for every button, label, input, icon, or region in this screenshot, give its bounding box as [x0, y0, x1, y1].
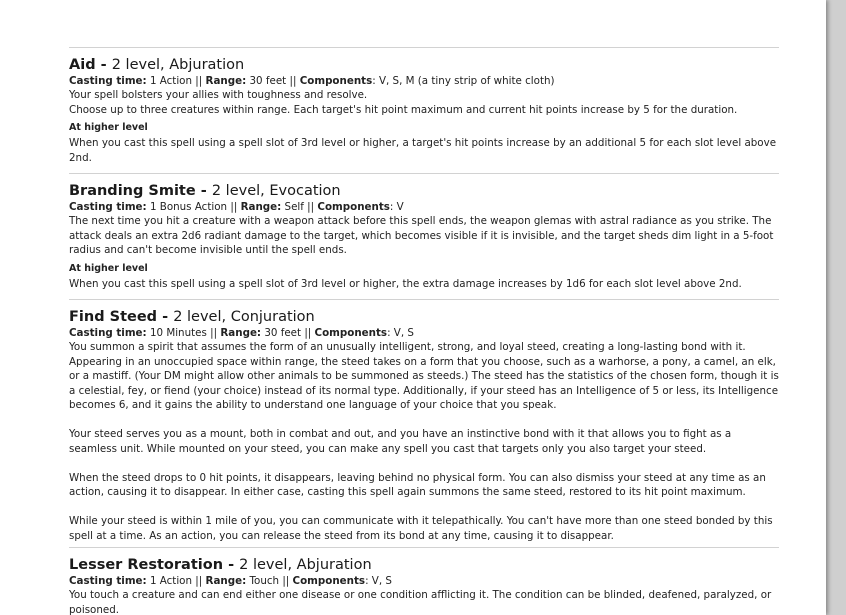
spell-title: [69, 308, 779, 326]
higher-level-text: When you cast this spell using a spell slot of 3rd level or higher, a target's hit points increase by an additional 5 for each slot level above 2nd.: [69, 137, 777, 164]
casting-time-value: 1 Action: [149, 575, 193, 587]
meta-separator: ||: [227, 201, 241, 213]
meta-separator: ||: [301, 327, 315, 339]
components-label: Components: [317, 201, 390, 213]
range-label: Range:: [240, 201, 282, 213]
spell-title: [69, 182, 779, 200]
spell-level: 2 level, Evocation: [211, 183, 341, 199]
spell-dash: -: [223, 557, 240, 573]
spell-dash: -: [157, 309, 174, 325]
spell-level: 2 level, Abjuration: [239, 557, 372, 573]
spell-entry-branding-smite: [69, 173, 779, 299]
higher-level-text: When you cast this spell using a spell slot of 3rd level or higher, the extra damage increases by 1d6 for each slot level above 2nd.: [69, 277, 742, 290]
spell-description: When the steed drops to 0 hit points, it disappears, leaving behind no physical form. You can also dismiss your steed at any time as an action, causing it to disappear. In either case, casting this spell again summons the same steed, restored to its hit point maximum.: [69, 471, 766, 498]
meta-separator: ||: [279, 575, 293, 587]
components-value: : V, S: [365, 575, 392, 587]
components-label: Components: [299, 75, 373, 87]
spell-description: While your steed is within 1 mile of you, you can communicate with it telepathically. You can't have more than one steed bonded by this spell at a time. As an action, you can release the steed from its bond at any time, causing it to disappear.: [69, 515, 773, 542]
meta-separator: ||: [192, 75, 206, 87]
range-value: Self: [284, 201, 304, 213]
components-value: : V, S: [387, 327, 414, 339]
casting-time-value: 1 Bonus Action: [149, 201, 228, 213]
components-value: : V, S, M (a tiny strip of white cloth): [372, 75, 555, 87]
spell-dash: -: [95, 57, 112, 73]
spell-name: Branding Smite: [69, 183, 196, 199]
range-value: Touch: [249, 575, 280, 587]
casting-time-label: Casting time:: [69, 201, 147, 213]
casting-time-label: Casting time:: [69, 575, 147, 587]
spell-level: 2 level, Conjuration: [173, 309, 315, 325]
range-label: Range:: [205, 75, 247, 87]
components-label: Components: [314, 327, 388, 339]
spell-entry-aid: [69, 47, 779, 173]
spell-meta: [69, 74, 779, 88]
components-label: Components: [292, 575, 366, 587]
meta-separator: ||: [303, 201, 318, 213]
spell-title: [69, 56, 779, 74]
range-label: Range:: [220, 327, 262, 339]
spell-description: Choose up to three creatures within range. Each target's hit point maximum and current hit points increase by 5 for the duration.: [69, 103, 738, 116]
spell-dash: -: [195, 183, 212, 199]
components-value: : V: [389, 201, 404, 213]
spell-description: The next time you hit a creature with a weapon attack before this spell ends, the weapon glemas with astral radiance as you strike. The attack deals an extra 2d6 radiant damage to the target, which becomes visible if it is invisible, and the target sheds dim light in a 5-foot radius and can't become invisible until the spell ends.: [69, 215, 774, 256]
spell-level: 2 level, Abjuration: [111, 57, 245, 73]
casting-time-value: 1 Action: [149, 75, 193, 87]
spell-list: [69, 47, 779, 615]
spell-description: Your spell bolsters your allies with toughness and resolve.: [69, 89, 368, 101]
spell-description: You summon a spirit that assumes the form of an unusually intelligent, strong, and loyal steed, creating a long-lasting bond with it. Appearing in an unoccupied space within range, the steed takes on a form that you choose, such as a warhorse, a pony, a camel, an elk, or a mastiff. (Your DM might allow other animals to be summoned as steeds.) The steed has the statistics of the chosen form, though it is a celestial, fey, or fiend (your choice) instead of its normal type. Additionally, if your steed has an Intelligence of 5 or less, its Intelligence becomes 6, and it gains the ability to understand one language of your choice that you speak.: [69, 341, 779, 411]
meta-separator: ||: [206, 327, 221, 339]
range-value: 30 feet: [249, 75, 287, 87]
higher-level-label: At higher level: [69, 262, 148, 274]
spell-entry-find-steed: [69, 299, 779, 547]
spell-meta: [69, 326, 779, 340]
spell-meta: [69, 200, 779, 214]
casting-time-value: 10 Minutes: [149, 327, 207, 339]
spell-name: Find Steed: [69, 309, 158, 325]
spell-description: You touch a creature and can end either one disease or one condition afflicting it. The condition can be blinded, deafened, paralyzed, or poisoned.: [69, 589, 772, 615]
casting-time-label: Casting time:: [69, 327, 147, 339]
range-label: Range:: [205, 575, 247, 587]
spell-meta: [69, 574, 779, 588]
casting-time-label: Casting time:: [69, 75, 147, 87]
range-value: 30 feet: [264, 327, 302, 339]
meta-separator: ||: [286, 75, 300, 87]
meta-separator: ||: [192, 575, 206, 587]
higher-level-label: At higher level: [69, 122, 148, 133]
spell-description: Your steed serves you as a mount, both in combat and out, and you have an instinctive bond with it that allows you to fight as a seamless unit. While mounted on your steed, you can make any spell you cast that targets only you also target your steed.: [69, 428, 732, 455]
spell-name: Lesser Restoration: [69, 557, 224, 573]
spell-title: [69, 556, 779, 574]
spell-name: Aid: [69, 57, 96, 73]
spell-entry-lesser-restoration: [69, 547, 779, 615]
